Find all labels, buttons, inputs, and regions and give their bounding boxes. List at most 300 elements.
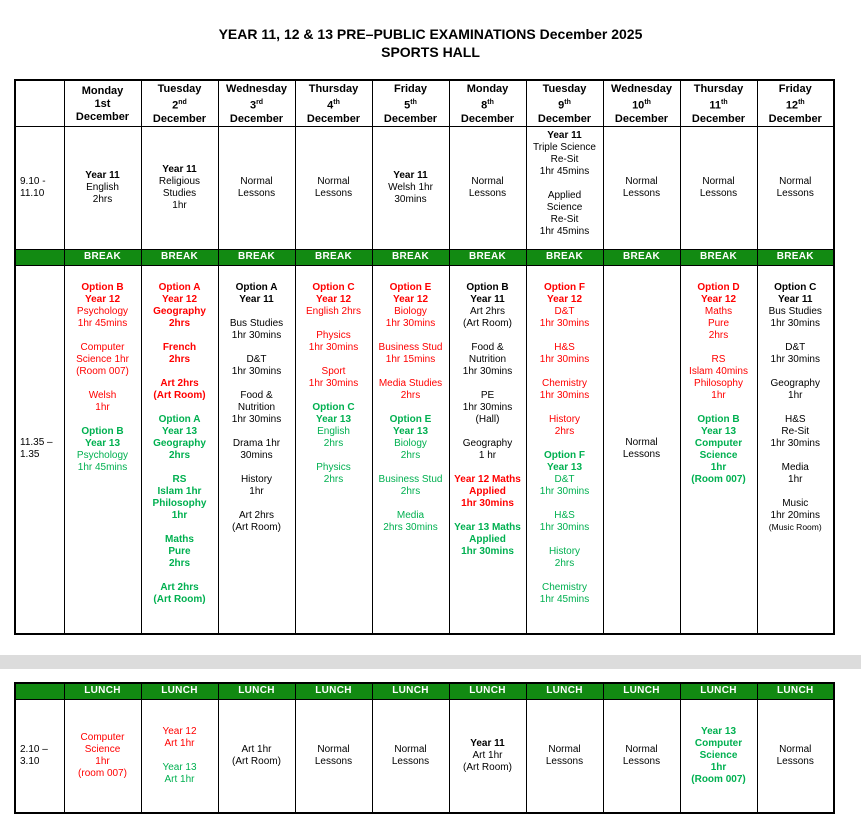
- cell-text-line: RS: [172, 473, 187, 485]
- timetable-cell: [295, 699, 372, 813]
- day-month: December: [614, 112, 669, 125]
- cell-text-line: D&T: [554, 473, 575, 485]
- cell-text-line: 1hr 30mins: [308, 341, 359, 353]
- cell-spacer: [450, 378, 526, 390]
- exam-timetable-week: [14, 79, 835, 635]
- afternoon-session-row: [15, 699, 834, 813]
- cell-text-line: Lessons: [314, 187, 353, 199]
- cell-text-line: Nutrition: [237, 401, 276, 413]
- time-label: [15, 265, 64, 634]
- cell-text-line: Computer: [694, 437, 743, 449]
- time-line: 11.10: [20, 187, 45, 199]
- cell-text-line: (Art Room): [232, 755, 281, 767]
- cell-text-line: 1hr 15mins: [385, 353, 436, 365]
- cell-text-line: Year 13 Maths: [454, 521, 521, 533]
- time-label: [15, 126, 64, 249]
- cell-text-line: Lessons: [622, 755, 661, 767]
- break-row: [15, 249, 834, 265]
- cell-text-line: (Hall): [475, 413, 500, 425]
- cell-spacer: [527, 438, 603, 450]
- cell-text-line: Option E: [389, 281, 432, 293]
- cell-text-line: Biology: [394, 305, 427, 317]
- cell-text-line: Science: [546, 201, 583, 213]
- cell-text-line: 1hr: [788, 473, 803, 485]
- cell-text-line: Nutrition: [468, 353, 507, 365]
- day-name: Tuesday: [542, 83, 587, 95]
- day-name: Thursday: [693, 83, 744, 95]
- cell-text-line: D&T: [785, 341, 806, 353]
- cell-spacer: [373, 462, 449, 474]
- timetable-cell: [64, 699, 141, 813]
- cell-text-line: 2hrs: [323, 473, 344, 485]
- day-header: [64, 80, 141, 126]
- day-date: 5th: [404, 99, 417, 112]
- cell-text-line: Studies: [162, 187, 197, 199]
- cell-text-line: 2hrs: [323, 437, 344, 449]
- cell-text-line: Normal: [317, 743, 350, 755]
- cell-spacer: [450, 426, 526, 438]
- timetable-cell: [757, 699, 834, 813]
- cell-text-line: 1hr 30mins: [462, 401, 513, 413]
- cell-text-line: Geography: [462, 437, 513, 449]
- day-header: [372, 80, 449, 126]
- cell-text-line: French: [162, 341, 197, 353]
- lunch-cell: LUNCH: [757, 683, 834, 699]
- cell-text-line: Option E: [389, 413, 432, 425]
- cell-spacer: [296, 318, 372, 330]
- cell-text-line: 2hrs: [400, 485, 421, 497]
- cell-text-line: Normal: [317, 175, 350, 187]
- day-month: December: [152, 112, 207, 125]
- cell-text-line: Option F: [543, 281, 586, 293]
- cell-text-line: Science: [699, 749, 738, 761]
- cell-text-line: 30mins: [240, 449, 273, 461]
- cell-spacer: [142, 402, 218, 414]
- day-date: 10th: [632, 99, 651, 112]
- timetable-cell: [64, 126, 141, 249]
- cell-text-line: Science: [699, 449, 738, 461]
- break-cell: BREAK: [218, 249, 295, 265]
- timetable-cell: [526, 126, 603, 249]
- cell-text-line: English 2hrs: [305, 305, 362, 317]
- cell-text-line: (Art Room): [153, 593, 206, 605]
- cell-spacer: [450, 330, 526, 342]
- day-month: December: [383, 112, 438, 125]
- cell-text-line: 1hr 20mins: [770, 509, 820, 521]
- cell-text-line: 1hr 30mins: [770, 317, 820, 329]
- cell-text-line: Lessons: [776, 755, 814, 767]
- timetable-cell: [680, 126, 757, 249]
- cell-text-line: Art 1hr: [472, 749, 503, 761]
- timetable-cell: [603, 699, 680, 813]
- morning-session-row: [15, 126, 834, 249]
- break-cell: BREAK: [757, 249, 834, 265]
- cell-text-line: History: [240, 473, 273, 485]
- cell-text-line: Option C: [774, 281, 817, 293]
- cell-text-line: Philosophy: [694, 377, 743, 389]
- cell-text-line: 2hrs: [554, 557, 575, 569]
- cell-text-line: Option C: [312, 401, 355, 413]
- cell-text-line: Option A: [158, 281, 201, 293]
- time-line: 2.10 –: [20, 743, 48, 755]
- day-month: December: [460, 112, 515, 125]
- cell-text-line: Art 1hr: [164, 737, 195, 749]
- cell-spacer: [142, 330, 218, 342]
- cell-spacer: [527, 498, 603, 510]
- cell-text-line: Year 13: [700, 725, 737, 737]
- cell-text-line: Re-Sit: [550, 213, 579, 225]
- lunch-cell: LUNCH: [295, 683, 372, 699]
- cell-text-line: Philosophy: [152, 497, 207, 509]
- cell-spacer: [142, 366, 218, 378]
- date-ordinal-suffix: th: [564, 99, 571, 106]
- cell-text-line: Year 12: [700, 293, 737, 305]
- cell-text-line: RS: [711, 353, 726, 365]
- cell-text-line: (room 007): [78, 767, 127, 779]
- cell-text-line: H&S: [784, 413, 806, 425]
- cell-text-line: Year 13: [392, 425, 429, 437]
- break-cell: BREAK: [295, 249, 372, 265]
- day-name: Wednesday: [226, 83, 287, 95]
- cell-text-line: English: [86, 181, 119, 193]
- cell-text-line: Food &: [471, 341, 504, 353]
- cell-text-line: (Art Room): [232, 521, 281, 533]
- cell-text-line: Maths: [165, 533, 194, 545]
- cell-text-line: Religious: [158, 175, 201, 187]
- cell-text-line: Biology: [394, 437, 427, 449]
- cell-spacer: [142, 522, 218, 534]
- cell-text-line: Art 1hr: [241, 743, 272, 755]
- cell-spacer: [219, 378, 295, 390]
- time-line: 9.10 -: [20, 175, 46, 187]
- cell-text-line: Lessons: [391, 755, 430, 767]
- cell-text-line: Chemistry: [541, 377, 587, 389]
- cell-text-line: 1hr: [788, 389, 803, 401]
- day-name: Monday: [81, 84, 124, 97]
- midday-session-row: [15, 265, 834, 634]
- break-corner-cell: [15, 249, 64, 265]
- cell-text-line: Sport: [321, 365, 346, 377]
- cell-text-line: 1hr: [172, 199, 187, 211]
- cell-text-line: (Room 007): [691, 473, 746, 485]
- date-ordinal-suffix: th: [644, 99, 651, 106]
- cell-text-line: Islam 40mins: [689, 365, 748, 377]
- cell-text-line: 1hr: [711, 389, 726, 401]
- cell-text-line: Art 2hrs: [469, 305, 505, 317]
- cell-text-line: 1hr 45mins: [77, 317, 128, 329]
- day-month: December: [306, 112, 361, 125]
- timetable-cell: [757, 265, 834, 634]
- day-name: Wednesday: [611, 83, 672, 95]
- date-ordinal-suffix: th: [798, 99, 805, 106]
- timetable-cell: [526, 265, 603, 634]
- cell-text-line: 1hr: [710, 461, 727, 473]
- day-header: [603, 80, 680, 126]
- break-cell: BREAK: [603, 249, 680, 265]
- timetable-cell: [372, 265, 449, 634]
- day-month: December: [229, 112, 284, 125]
- cell-text-line: Year 13: [700, 425, 737, 437]
- lunch-corner-cell: [15, 683, 64, 699]
- day-month: December: [537, 112, 592, 125]
- cell-text-line: Option A: [235, 281, 278, 293]
- cell-spacer: [373, 498, 449, 510]
- day-date: 8th: [481, 99, 494, 112]
- cell-text-line: Normal: [625, 437, 658, 449]
- cell-text-line: Psychology: [76, 305, 129, 317]
- cell-spacer: [758, 486, 834, 498]
- cell-text-line: 1hr 30mins: [462, 365, 513, 377]
- time-line: 11.35 –: [20, 437, 53, 449]
- cell-spacer: [450, 462, 526, 474]
- timetable-cell: [218, 126, 295, 249]
- cell-text-line: Computer: [80, 341, 125, 353]
- cell-spacer: [373, 330, 449, 342]
- cell-text-line: Science 1hr: [76, 353, 129, 365]
- timetable-cell: [680, 265, 757, 634]
- cell-spacer: [527, 330, 603, 342]
- day-header: [295, 80, 372, 126]
- cell-text-line: 1hr: [249, 485, 264, 497]
- cell-text-line: Physics: [316, 329, 351, 341]
- cell-text-line: Option B: [697, 413, 740, 425]
- cell-text-line: Applied: [469, 485, 506, 497]
- cell-text-line: (Art Room): [153, 389, 206, 401]
- cell-text-line: 1hr 45mins: [539, 165, 590, 177]
- cell-spacer: [527, 570, 603, 582]
- cell-spacer: [527, 534, 603, 546]
- cell-text-line: History: [548, 545, 581, 557]
- day-header: [141, 80, 218, 126]
- cell-text-line: Applied: [469, 533, 506, 545]
- day-name: Friday: [393, 83, 427, 95]
- cell-text-line: Food &: [240, 389, 273, 401]
- cell-text-line: History: [548, 413, 581, 425]
- cell-text-line: Normal: [394, 743, 427, 755]
- lunch-cell: LUNCH: [680, 683, 757, 699]
- cell-text-line: Maths: [704, 305, 733, 317]
- cell-spacer: [296, 390, 372, 402]
- day-name: Thursday: [308, 83, 359, 95]
- cell-text-line: Year 11: [239, 293, 274, 305]
- cell-text-line: 1hr 30mins: [539, 353, 590, 365]
- timetable-cell: [680, 699, 757, 813]
- cell-spacer: [219, 462, 295, 474]
- cell-text-line: Year 11: [162, 163, 197, 175]
- cell-text-line: 1hr 30mins: [770, 437, 820, 449]
- cell-text-line: 2hrs: [168, 353, 191, 365]
- cell-text-line: Normal: [625, 743, 658, 755]
- day-name: Friday: [778, 83, 812, 95]
- cell-text-line: Psychology: [76, 449, 129, 461]
- day-date: 1st: [94, 97, 111, 110]
- cell-text-line: 2hrs: [168, 557, 191, 569]
- cell-text-line: Computer: [80, 731, 125, 743]
- cell-text-line: 1hr: [95, 401, 110, 413]
- day-header: [526, 80, 603, 126]
- cell-text-line: Normal: [702, 175, 735, 187]
- cell-text-line: Year 12: [546, 293, 583, 305]
- timetable-cell: [372, 126, 449, 249]
- cell-text-line: Computer: [694, 737, 743, 749]
- lunch-cell: LUNCH: [603, 683, 680, 699]
- timetable-cell: [757, 126, 834, 249]
- timetable-cell: [295, 126, 372, 249]
- cell-spacer: [219, 342, 295, 354]
- cell-text-line: Geography: [153, 305, 206, 317]
- cell-text-line: 2hrs: [554, 425, 575, 437]
- lunch-cell: LUNCH: [449, 683, 526, 699]
- cell-text-line: Option B: [81, 281, 124, 293]
- cell-spacer: [681, 342, 757, 354]
- cell-spacer: [450, 510, 526, 522]
- timetable-cell: [526, 699, 603, 813]
- cell-text-line: Art 2hrs: [238, 509, 274, 521]
- cell-text-line: Year 12: [315, 293, 352, 305]
- cell-spacer: [65, 414, 141, 426]
- cell-text-line: 2hrs: [400, 389, 421, 401]
- cell-text-line: D&T: [554, 305, 575, 317]
- day-month: December: [75, 110, 130, 123]
- lunch-cell: LUNCH: [372, 683, 449, 699]
- cell-text-line: Triple Science: [533, 141, 596, 153]
- cell-spacer: [758, 330, 834, 342]
- cell-text-line: 1hr 30mins: [385, 317, 436, 329]
- cell-text-line: 30mins: [394, 193, 427, 205]
- day-header-row: [15, 80, 834, 126]
- date-ordinal-suffix: th: [721, 99, 728, 106]
- break-cell: BREAK: [680, 249, 757, 265]
- cell-text-line: Music: [782, 497, 809, 509]
- cell-spacer: [527, 178, 603, 190]
- cell-text-line: Option B: [81, 425, 124, 437]
- corner-cell: [15, 80, 64, 126]
- cell-text-line: Art 1hr: [164, 773, 195, 785]
- timetable-cell: [141, 126, 218, 249]
- cell-text-line: Re-Sit: [550, 153, 579, 165]
- cell-spacer: [758, 450, 834, 462]
- cell-text-line: 1hr: [95, 755, 110, 767]
- timetable-cell: [218, 699, 295, 813]
- title-line-1: YEAR 11, 12 & 13 PRE–PUBLIC EXAMINATIONS December 2025: [218, 26, 643, 42]
- cell-text-line: 1hr 30mins: [231, 329, 282, 341]
- cell-text-line: 2hrs: [168, 449, 191, 461]
- cell-text-line: Geography: [153, 437, 206, 449]
- timetable-cell: [449, 265, 526, 634]
- page-title: [0, 25, 861, 61]
- cell-spacer: [142, 750, 218, 762]
- day-date: 11th: [709, 99, 728, 112]
- cell-text-line: English: [317, 425, 350, 437]
- cell-text-line: Welsh 1hr: [388, 181, 433, 193]
- cell-text-line: Science: [84, 743, 121, 755]
- exam-timetable-afternoon: [14, 682, 835, 814]
- timetable-cell: [449, 126, 526, 249]
- cell-text-line: Media Studies: [378, 377, 443, 389]
- timetable-cell: [218, 265, 295, 634]
- cell-text-line: (Music Room): [768, 521, 822, 532]
- cell-spacer: [758, 402, 834, 414]
- cell-spacer: [296, 450, 372, 462]
- cell-text-line: 1hr: [171, 509, 188, 521]
- day-month: December: [768, 112, 822, 125]
- timetable-cell: [603, 265, 680, 634]
- cell-text-line: Lessons: [776, 187, 814, 199]
- cell-text-line: 1hr 30mins: [231, 365, 282, 377]
- day-name: Monday: [466, 83, 509, 95]
- cell-text-line: Islam 1hr: [157, 485, 202, 497]
- date-ordinal-suffix: th: [333, 99, 340, 106]
- cell-text-line: Lessons: [699, 187, 738, 199]
- cell-text-line: 1hr 30mins: [539, 521, 590, 533]
- cell-text-line: 2hrs: [168, 317, 191, 329]
- cell-text-line: 1hr 30mins: [539, 317, 590, 329]
- cell-text-line: 2hrs: [708, 329, 729, 341]
- time-label: [15, 699, 64, 813]
- cell-text-line: PE: [480, 389, 495, 401]
- cell-text-line: H&S: [554, 509, 575, 521]
- cell-text-line: Pure: [168, 545, 191, 557]
- day-header: [449, 80, 526, 126]
- date-ordinal-suffix: th: [410, 99, 417, 106]
- break-cell: BREAK: [526, 249, 603, 265]
- cell-spacer: [296, 354, 372, 366]
- cell-text-line: 1 hr: [478, 449, 497, 461]
- timetable-cell: [372, 699, 449, 813]
- cell-text-line: Option B: [466, 281, 509, 293]
- cell-text-line: Drama 1hr: [232, 437, 281, 449]
- cell-text-line: Year 12: [162, 725, 197, 737]
- day-date: 9th: [558, 99, 571, 112]
- cell-text-line: Welsh: [88, 389, 117, 401]
- cell-text-line: Geography: [770, 377, 820, 389]
- cell-text-line: Option F: [543, 449, 586, 461]
- date-ordinal-suffix: rd: [256, 99, 264, 106]
- cell-spacer: [65, 330, 141, 342]
- cell-text-line: Business Stud: [378, 473, 443, 485]
- cell-text-line: Year 13: [84, 437, 121, 449]
- date-ordinal-suffix: th: [487, 99, 494, 106]
- cell-text-line: Year 12: [84, 293, 121, 305]
- cell-text-line: Year 11: [85, 169, 120, 181]
- day-date: 4th: [327, 99, 340, 112]
- cell-text-line: Art 2hrs: [160, 581, 199, 593]
- time-line: 3.10: [20, 755, 40, 767]
- timetable-cell: [64, 265, 141, 634]
- cell-text-line: 1hr 45mins: [539, 225, 590, 237]
- cell-text-line: Normal: [779, 743, 812, 755]
- cell-text-line: Chemistry: [541, 581, 587, 593]
- cell-spacer: [527, 366, 603, 378]
- cell-text-line: Re-Sit: [781, 425, 810, 437]
- cell-spacer: [758, 366, 834, 378]
- cell-text-line: Business Stud: [378, 341, 443, 353]
- day-date: 12th: [785, 99, 805, 112]
- cell-text-line: Year 12 Maths: [454, 473, 521, 485]
- cell-text-line: 1hr 45mins: [77, 461, 128, 473]
- cell-text-line: 2hrs 30mins: [383, 521, 438, 533]
- cell-text-line: Art 2hrs: [160, 377, 199, 389]
- cell-text-line: 1hr 30mins: [308, 377, 359, 389]
- cell-text-line: (Room 007): [691, 773, 746, 785]
- timetable-cell: [141, 265, 218, 634]
- day-month: December: [691, 112, 746, 125]
- cell-text-line: Option C: [312, 281, 355, 293]
- cell-text-line: Lessons: [468, 187, 507, 199]
- lunch-cell: LUNCH: [218, 683, 295, 699]
- day-header: [757, 80, 834, 126]
- cell-text-line: Lessons: [622, 449, 661, 461]
